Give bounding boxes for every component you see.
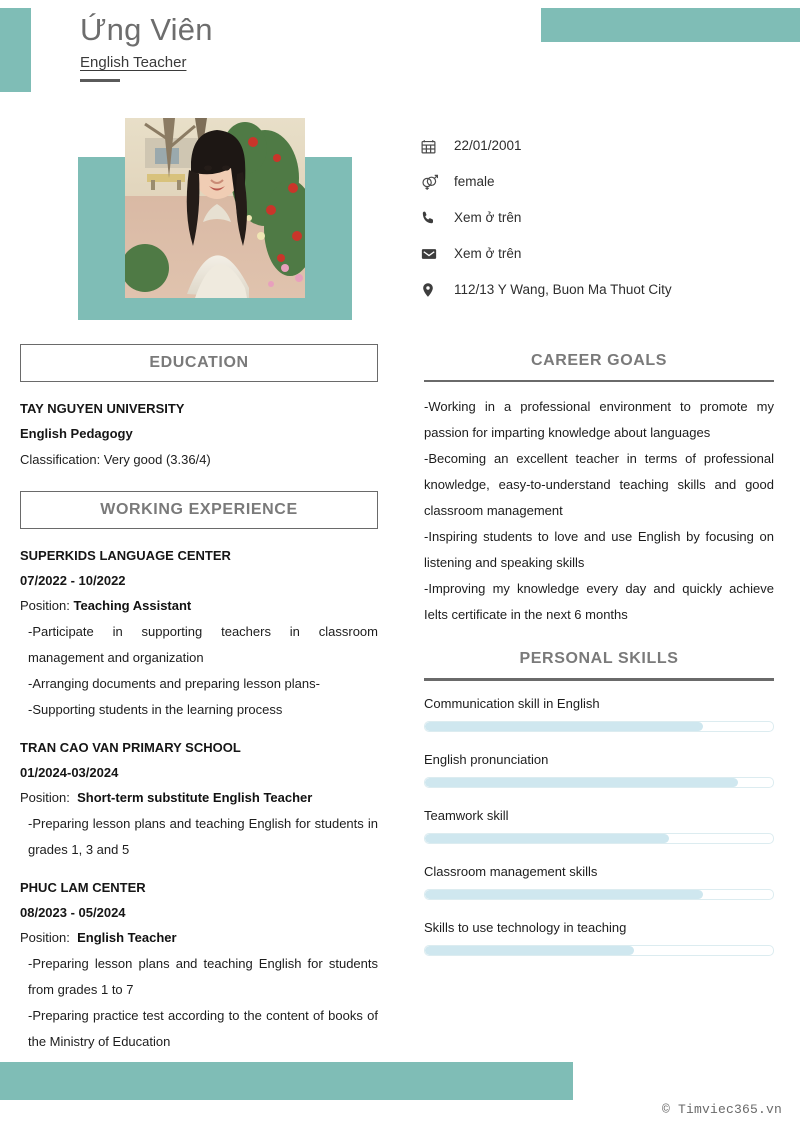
candidate-photo <box>125 118 305 298</box>
experience-bullet: -Preparing practice test according to the content of books of the Ministry of Education <box>28 1008 378 1049</box>
skill-label: Communication skill in English <box>424 695 600 711</box>
left-column <box>20 344 378 1055</box>
skill-progress-track <box>424 833 774 844</box>
education-major: English Pedagogy <box>20 426 133 441</box>
section-title-career-goals: CAREER GOALS <box>530 352 668 369</box>
contact-value-address: 112/13 Y Wang, Buon Ma Thuot City <box>454 282 672 297</box>
skill-label: Skills to use technology in teaching <box>424 919 627 935</box>
skill-item <box>424 693 774 732</box>
experience-entry <box>20 735 378 863</box>
skill-progress-track <box>424 721 774 732</box>
contact-value-phone: Xem ở trên <box>454 210 522 225</box>
contact-row-address <box>420 272 790 308</box>
location-pin-icon <box>420 281 454 299</box>
skill-label: Classroom management skills <box>424 863 598 879</box>
experience-bullet: -Preparing lesson plans and teaching English for students from grades 1 to 7 <box>28 956 378 997</box>
contact-value-gender: female <box>454 174 495 189</box>
phone-icon <box>420 210 454 226</box>
section-title-personal-skills: PERSONAL SKILLS <box>519 650 679 668</box>
position-value: Teaching Assistant <box>73 598 192 613</box>
decor-block-top-right <box>541 8 800 42</box>
skill-progress-track <box>424 777 774 788</box>
career-goal-item: -Working in a professional environment to promote my passion for imparting knowledge about languages <box>424 399 774 441</box>
career-goal-item: -Improving my knowledge every day and quickly achieve Ielts certificate in the next 6 months <box>424 581 774 623</box>
position-label: Position: <box>20 598 70 613</box>
education-school: TAY NGUYEN UNIVERSITY <box>20 401 185 416</box>
gender-icon <box>420 173 454 192</box>
career-goal-item: -Becoming an excellent teacher in terms of professional knowledge, easy-to-understand teaching skills and good classroom management <box>424 451 774 519</box>
experience-company: TRAN CAO VAN PRIMARY SCHOOL <box>20 740 241 755</box>
calendar-icon <box>420 138 454 155</box>
email-icon <box>420 245 454 263</box>
experience-company: SUPERKIDS LANGUAGE CENTER <box>20 548 231 563</box>
skill-progress-fill <box>425 722 703 731</box>
position-value: English Teacher <box>77 930 177 945</box>
experience-position <box>20 593 378 619</box>
experience-entry <box>20 875 378 1055</box>
spacer <box>20 473 378 491</box>
contact-value-birthdate: 22/01/2001 <box>454 138 522 153</box>
contact-value-email: Xem ở trên <box>454 246 522 261</box>
skill-progress-track <box>424 889 774 900</box>
experience-bullet: -Preparing lesson plans and teaching English for students in grades 1, 3 and 5 <box>28 816 378 857</box>
experience-dates: 01/2024-03/2024 <box>20 765 119 780</box>
skills-list <box>424 693 774 956</box>
experience-bullet: -Arranging documents and preparing lesson plans- <box>28 676 320 691</box>
position-value: Short-term substitute English Teacher <box>77 790 313 805</box>
education-entry <box>20 396 378 473</box>
candidate-name: Ứng Viên <box>80 12 213 47</box>
career-goal-item: -Inspiring students to love and use English by focusing on listening and speaking skills <box>424 529 774 571</box>
footer-credit: © Timviec365.vn <box>661 1102 782 1117</box>
position-label: Position: <box>20 930 70 945</box>
section-header-education <box>20 344 378 382</box>
experience-entry <box>20 543 378 723</box>
section-title-experience: WORKING EXPERIENCE <box>100 501 298 518</box>
right-column <box>424 352 774 973</box>
experience-position <box>20 925 378 951</box>
spacer <box>20 723 378 733</box>
experience-dates: 08/2023 - 05/2024 <box>20 905 126 920</box>
spacer <box>20 863 378 873</box>
spacer <box>424 628 774 650</box>
skill-progress-fill <box>425 834 669 843</box>
skill-progress-track <box>424 945 774 956</box>
education-classification: Classification: Very good (3.36/4) <box>20 452 211 467</box>
skill-label: Teamwork skill <box>424 807 509 823</box>
candidate-role: English Teacher <box>80 54 187 71</box>
experience-bullet: -Supporting students in the learning process <box>28 702 283 717</box>
skill-item <box>424 749 774 788</box>
decor-block-footer <box>0 1062 573 1100</box>
contact-info <box>420 128 790 308</box>
section-divider-personal-skills <box>424 678 774 680</box>
skill-item <box>424 805 774 844</box>
section-header-experience <box>20 491 378 529</box>
position-label: Position: <box>20 790 70 805</box>
experience-company: PHUC LAM CENTER <box>20 880 146 895</box>
section-divider-career-goals <box>424 380 774 382</box>
header <box>80 10 510 82</box>
section-title-education: EDUCATION <box>149 354 249 371</box>
skill-progress-fill <box>425 946 634 955</box>
skill-item <box>424 917 774 956</box>
decor-block-top-left <box>0 8 31 92</box>
contact-row-birthdate <box>420 128 790 164</box>
contact-row-gender <box>420 164 790 200</box>
photo-artwork <box>125 118 305 298</box>
contact-row-email <box>420 236 790 272</box>
contact-row-phone <box>420 200 790 236</box>
role-underline <box>80 79 120 82</box>
skill-label: English pronunciation <box>424 751 549 767</box>
skill-progress-fill <box>425 890 703 899</box>
experience-position <box>20 785 378 811</box>
experience-dates: 07/2022 - 10/2022 <box>20 573 126 588</box>
skill-item <box>424 861 774 900</box>
skill-progress-fill <box>425 778 738 787</box>
experience-bullet: -Participate in supporting teachers in classroom management and organization <box>28 624 378 665</box>
